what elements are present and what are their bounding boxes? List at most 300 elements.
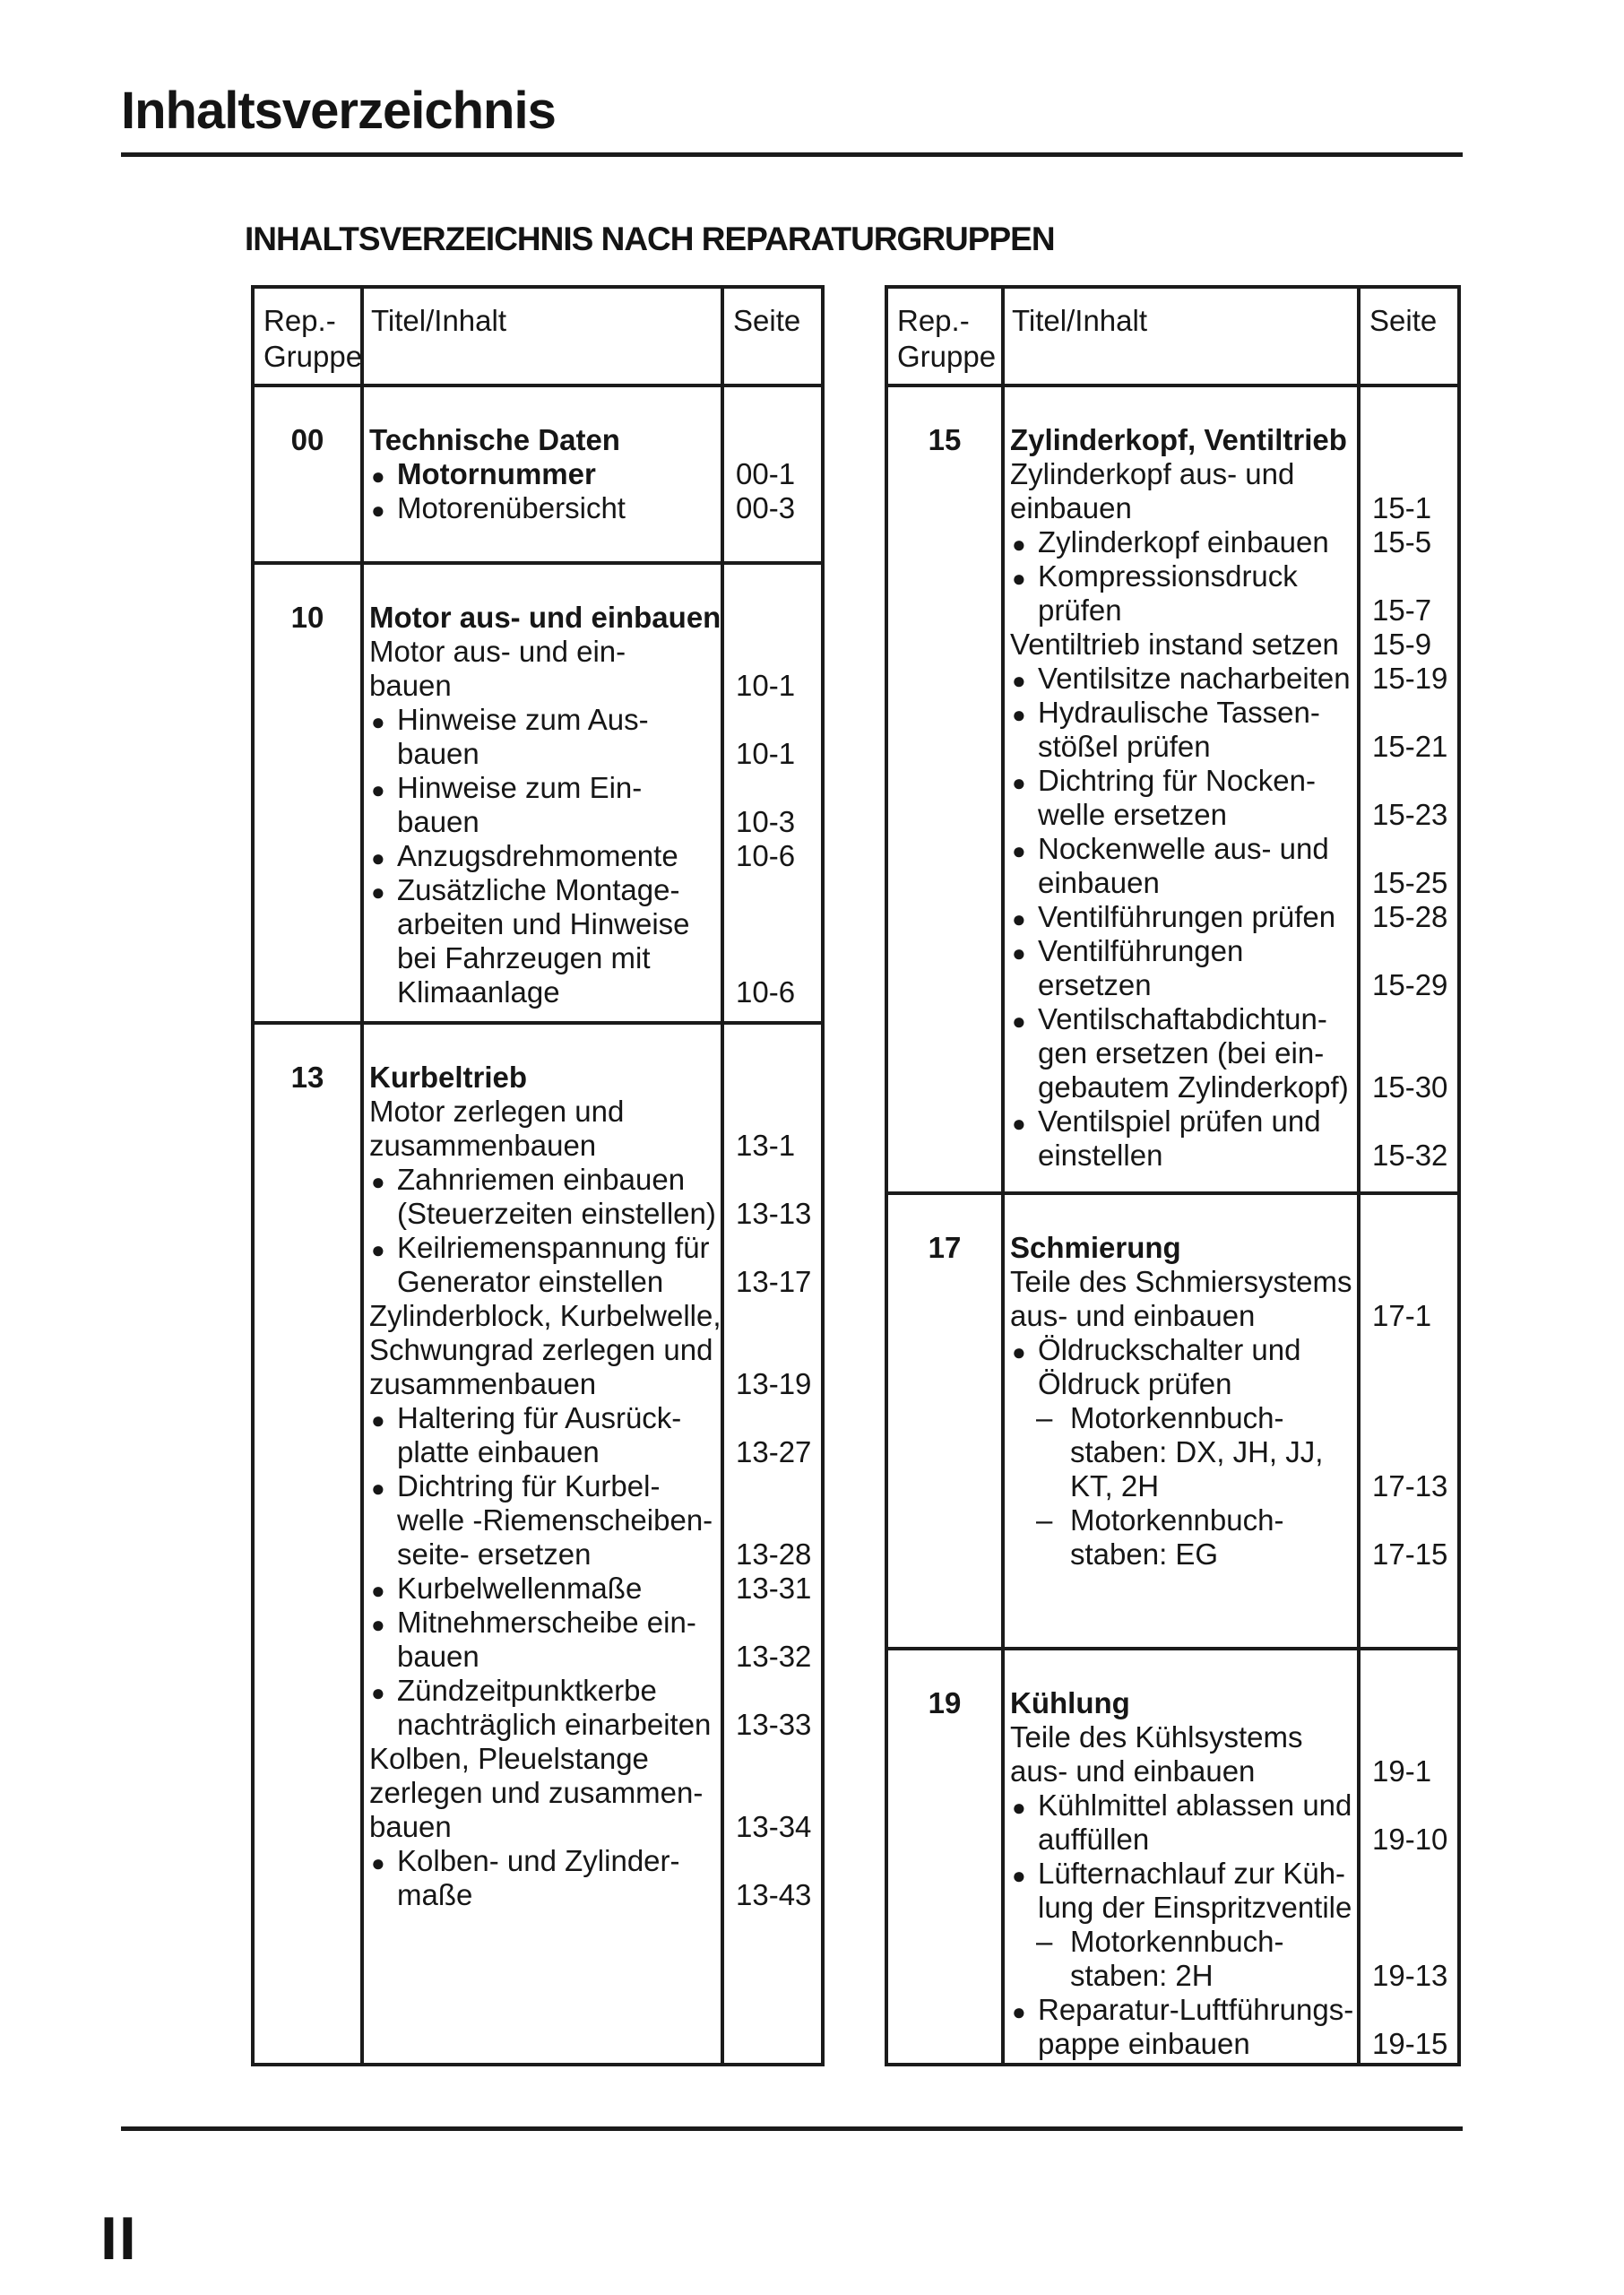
toc-line <box>364 1674 721 1708</box>
toc-line <box>1005 1231 1357 1265</box>
toc-line-text: KT, 2H <box>1070 1469 1160 1503</box>
toc-line <box>364 457 721 491</box>
toc-table-right <box>885 285 1461 2066</box>
rep-gruppe-cell <box>255 387 364 561</box>
toc-line <box>364 873 721 907</box>
toc-line-text: Motorkennbuch- <box>1070 1925 1284 1958</box>
page-ref-empty <box>724 1674 821 1708</box>
bullet-icon: ● <box>371 1679 385 1706</box>
toc-line-text: Zusätzliche Montage- <box>397 873 680 906</box>
toc-line-text: Keilriemenspannung für <box>397 1231 710 1264</box>
page-ref-empty <box>1361 1265 1457 1299</box>
toc-section-19 <box>888 1647 1457 2063</box>
page-ref: 13-31 <box>736 1572 812 1605</box>
toc-line <box>364 1606 721 1640</box>
toc-line <box>364 1401 721 1435</box>
toc-line-text: Ventilführungen prüfen <box>1038 900 1336 933</box>
toc-line-text: staben: 2H <box>1070 1959 1214 1992</box>
toc-section-17 <box>888 1191 1457 1647</box>
bullet-icon: ● <box>1012 1998 1026 2025</box>
table-header-row <box>888 289 1457 387</box>
page-ref-empty <box>724 1061 821 1095</box>
toc-line-text: Dichtring für Nocken- <box>1038 764 1316 797</box>
toc-line <box>1005 1002 1357 1036</box>
titel-inhalt-cell <box>1005 1650 1357 2063</box>
page-ref-empty <box>724 1503 821 1537</box>
page-ref: 19-13 <box>1372 1959 1448 1992</box>
toc-line-text: (Steuerzeiten einstellen) <box>397 1197 716 1230</box>
toc-line <box>364 601 721 635</box>
toc-line-text: Hinweise zum Aus- <box>397 703 649 736</box>
toc-section-00 <box>255 387 821 561</box>
page-ref-empty <box>1361 1686 1457 1720</box>
rep-gruppe-number: 15 <box>928 423 962 456</box>
page-ref: 10-1 <box>736 669 796 702</box>
page-ref: 13-17 <box>736 1265 812 1298</box>
toc-line-text: Öldruck prüfen <box>1038 1367 1232 1400</box>
toc-line <box>1005 1036 1357 1070</box>
seite-cell <box>721 1025 821 2063</box>
toc-line-text: Lüfternachlauf zur Küh- <box>1038 1857 1346 1890</box>
toc-line <box>1005 1139 1357 1173</box>
page-ref-empty <box>724 1742 821 1776</box>
toc-line <box>1005 900 1357 934</box>
page-ref-empty <box>724 907 821 941</box>
toc-line-text: Ventilspiel prüfen und <box>1038 1104 1321 1138</box>
toc-line <box>364 1469 721 1503</box>
bullet-icon: ● <box>371 1611 385 1638</box>
rep-gruppe-number: 13 <box>290 1061 324 1094</box>
toc-line <box>364 423 721 457</box>
page-ref: 10-3 <box>736 805 796 838</box>
page-ref-empty <box>1361 1002 1457 1036</box>
page-ref: 17-1 <box>1372 1299 1432 1332</box>
toc-line <box>364 737 721 771</box>
toc-line <box>364 1367 721 1401</box>
page-ref: 17-15 <box>1372 1537 1448 1571</box>
toc-table-left <box>251 285 825 2066</box>
toc-line-text: seite- ersetzen <box>397 1537 592 1571</box>
table-header-row <box>255 289 821 387</box>
toc-line-text: Generator einstellen <box>397 1265 664 1298</box>
toc-line-text: Ventilschaftabdichtun- <box>1038 1002 1327 1035</box>
toc-line-text: Zylinderblock, Kurbelwelle, <box>369 1299 721 1332</box>
page-ref-empty <box>724 1095 821 1129</box>
toc-line-text: pappe einbauen <box>1038 2027 1250 2060</box>
toc-line-text: gen ersetzen (bei ein- <box>1038 1036 1325 1070</box>
toc-line <box>1005 798 1357 832</box>
page-ref-empty <box>724 1606 821 1640</box>
header-seite: Seite <box>721 289 821 384</box>
page-ref-empty <box>724 1299 821 1333</box>
toc-line-text: Zylinderkopf, Ventiltrieb <box>1010 423 1347 456</box>
seite-cell <box>1357 387 1457 1191</box>
rep-gruppe-cell <box>888 387 1005 1191</box>
bullet-icon: ● <box>1012 1110 1026 1137</box>
bullet-icon: ● <box>371 776 385 803</box>
page-ref-empty <box>1361 559 1457 593</box>
toc-line <box>364 1708 721 1742</box>
seite-cell <box>721 565 821 1021</box>
toc-line <box>1005 968 1357 1002</box>
page-subtitle: INHALTSVERZEICHNIS NACH REPARATURGRUPPEN <box>245 221 1055 257</box>
toc-line <box>1005 764 1357 798</box>
page-ref: 15-32 <box>1372 1139 1448 1172</box>
toc-line-text: Schmierung <box>1010 1231 1181 1264</box>
toc-line <box>364 1742 721 1776</box>
toc-line-text: Ventilsitze nacharbeiten <box>1038 662 1351 695</box>
toc-line <box>364 1878 721 1912</box>
toc-line-text: Ventiltrieb instand setzen <box>1010 628 1339 661</box>
toc-line <box>364 703 721 737</box>
header-rep-gruppe: Rep.- Gruppe <box>888 289 1005 384</box>
page-ref-empty <box>724 1844 821 1878</box>
rep-gruppe-cell <box>255 565 364 1021</box>
toc-line <box>1005 1857 1357 1891</box>
page-ref: 19-10 <box>1372 1823 1448 1856</box>
bullet-icon: ● <box>1012 837 1026 864</box>
header-titel-inhalt: Titel/Inhalt <box>1012 304 1148 337</box>
page-ref: 13-32 <box>736 1640 812 1673</box>
page-ref: 15-7 <box>1372 593 1432 627</box>
toc-line-text: Teile des Kühlsystems <box>1010 1720 1303 1754</box>
toc-line <box>364 1640 721 1674</box>
toc-line <box>1005 832 1357 866</box>
page-ref-empty <box>724 703 821 737</box>
dash-icon: – <box>1036 1503 1053 1537</box>
toc-line-text: Kühlung <box>1010 1686 1130 1719</box>
toc-line <box>1005 1503 1357 1537</box>
page-ref-empty <box>724 1401 821 1435</box>
toc-line-text: Öldruckschalter und <box>1038 1333 1301 1366</box>
page-ref: 15-29 <box>1372 968 1448 1001</box>
toc-line-text: Motorkennbuch- <box>1070 1401 1284 1434</box>
bullet-icon: ● <box>1012 940 1026 966</box>
page-ref: 15-23 <box>1372 798 1448 831</box>
page-ref: 13-27 <box>736 1435 812 1468</box>
toc-line <box>1005 1891 1357 1925</box>
page-ref-empty <box>724 1776 821 1810</box>
toc-line-text: Motorenübersicht <box>397 491 626 524</box>
toc-line <box>1005 525 1357 559</box>
toc-line <box>1005 491 1357 525</box>
toc-line-text: einbauen <box>1010 491 1132 524</box>
bullet-icon: ● <box>1012 565 1026 592</box>
toc-line-text: Nockenwelle aus- und <box>1038 832 1329 865</box>
toc-section-10 <box>255 561 821 1021</box>
toc-line-text: Anzugsdrehmomente <box>397 839 678 872</box>
toc-line <box>364 1163 721 1197</box>
toc-line-text: prüfen <box>1038 593 1122 627</box>
toc-line-text: Dichtring für Kurbel- <box>397 1469 661 1503</box>
toc-line-text: Motorkennbuch- <box>1070 1503 1284 1537</box>
toc-line-text: Zahnriemen einbauen <box>397 1163 686 1196</box>
rep-gruppe-cell <box>255 1025 364 2063</box>
rep-gruppe-number: 10 <box>290 601 324 634</box>
toc-line <box>364 1844 721 1878</box>
page-ref-empty <box>1361 764 1457 798</box>
toc-line <box>1005 1265 1357 1299</box>
bullet-icon: ● <box>1012 905 1026 932</box>
toc-line-text: zerlegen und zusammen- <box>369 1776 704 1809</box>
page-ref-empty <box>724 873 821 907</box>
toc-line <box>364 669 721 703</box>
page-ref-empty <box>724 635 821 669</box>
toc-line <box>364 1095 721 1129</box>
toc-line <box>1005 866 1357 900</box>
toc-line <box>1005 1401 1357 1435</box>
page-title: Inhaltsverzeichnis <box>121 82 556 140</box>
toc-line <box>364 491 721 525</box>
page-ref-empty <box>1361 1925 1457 1959</box>
page-ref: 15-21 <box>1372 730 1448 763</box>
toc-line <box>1005 1469 1357 1503</box>
toc-line <box>1005 1104 1357 1139</box>
toc-line-text: einbauen <box>1038 866 1160 899</box>
toc-line-text: Kompressionsdruck <box>1038 559 1298 593</box>
page-number: II <box>100 2204 138 2273</box>
page-ref-empty <box>724 941 821 975</box>
page-ref-empty <box>1361 1036 1457 1070</box>
toc-line <box>364 635 721 669</box>
rep-gruppe-number: 19 <box>928 1686 962 1719</box>
toc-line-text: welle ersetzen <box>1038 798 1227 831</box>
toc-line <box>1005 1537 1357 1572</box>
page-ref: 13-13 <box>736 1197 812 1230</box>
bullet-icon: ● <box>1012 1008 1026 1035</box>
bottom-rule <box>121 2126 1463 2131</box>
toc-line-text: bauen <box>397 805 479 838</box>
toc-line-text: welle -Riemenscheiben- <box>397 1503 713 1537</box>
titel-inhalt-cell <box>1005 1195 1357 1647</box>
toc-line-text: Technische Daten <box>369 423 620 456</box>
toc-section-13 <box>255 1021 821 2063</box>
toc-line-text: Hinweise zum Ein- <box>397 771 643 804</box>
page-ref-empty <box>1361 423 1457 457</box>
toc-line-text: staben: DX, JH, JJ, <box>1070 1435 1324 1468</box>
header-rep-gruppe: Rep.- Gruppe <box>255 289 364 384</box>
bullet-icon: ● <box>371 463 385 489</box>
seite-cell <box>1357 1195 1457 1647</box>
toc-line <box>1005 1788 1357 1823</box>
page-ref: 00-1 <box>736 457 796 490</box>
toc-line <box>1005 628 1357 662</box>
titel-inhalt-cell <box>364 387 721 561</box>
bullet-icon: ● <box>1012 701 1026 728</box>
toc-line-text: Haltering für Ausrück- <box>397 1401 682 1434</box>
page-ref-empty <box>1361 1231 1457 1265</box>
toc-line-text: auffüllen <box>1038 1823 1150 1856</box>
page-ref-empty <box>724 1231 821 1265</box>
page-ref-empty <box>724 771 821 805</box>
bullet-icon: ● <box>1012 1338 1026 1365</box>
toc-line <box>1005 1754 1357 1788</box>
bullet-icon: ● <box>1012 531 1026 558</box>
toc-line-text: Mitnehmerscheibe ein- <box>397 1606 696 1639</box>
toc-line <box>364 941 721 975</box>
toc-line <box>1005 593 1357 628</box>
toc-line <box>1005 1070 1357 1104</box>
page-ref-empty <box>1361 1788 1457 1823</box>
page-ref-empty <box>1361 1333 1457 1367</box>
bullet-icon: ● <box>1012 769 1026 796</box>
page-ref: 13-19 <box>736 1367 812 1400</box>
header-seite: Seite <box>1357 289 1457 384</box>
page-ref: 15-1 <box>1372 491 1432 524</box>
toc-line-text: Kolben, Pleuelstange <box>369 1742 649 1775</box>
toc-line <box>1005 934 1357 968</box>
page-ref-empty <box>1361 696 1457 730</box>
page-ref-empty <box>1361 1503 1457 1537</box>
toc-line-text: zusammenbauen <box>369 1129 597 1162</box>
page-ref: 13-1 <box>736 1129 796 1162</box>
page-ref-empty <box>1361 1401 1457 1435</box>
toc-line-text: nachträglich einarbeiten <box>397 1708 712 1741</box>
toc-line-text: Kurbeltrieb <box>369 1061 528 1094</box>
bullet-icon: ● <box>371 1407 385 1433</box>
toc-line <box>364 1265 721 1299</box>
toc-line <box>364 1197 721 1231</box>
toc-line-text: aus- und einbauen <box>1010 1754 1256 1788</box>
rep-gruppe-number: 00 <box>290 423 324 456</box>
toc-line <box>364 975 721 1009</box>
seite-cell <box>1357 1650 1457 2063</box>
toc-line-text: stößel prüfen <box>1038 730 1211 763</box>
page-ref: 15-9 <box>1372 628 1432 661</box>
seite-cell <box>721 387 821 561</box>
toc-line <box>1005 2027 1357 2061</box>
page-ref: 15-25 <box>1372 866 1448 899</box>
toc-line <box>364 1231 721 1265</box>
toc-line-text: Schwungrad zerlegen und <box>369 1333 713 1366</box>
toc-line <box>1005 730 1357 764</box>
page-ref-empty <box>1361 1993 1457 2027</box>
page-ref-empty <box>1361 1104 1457 1139</box>
toc-line-text: Ventilführungen <box>1038 934 1244 967</box>
toc-line <box>1005 457 1357 491</box>
toc-line <box>1005 423 1357 457</box>
page-ref-empty <box>1361 832 1457 866</box>
toc-line <box>1005 1959 1357 1993</box>
toc-line <box>1005 1720 1357 1754</box>
toc-line <box>364 1435 721 1469</box>
toc-line <box>364 1537 721 1572</box>
toc-line-text: Kühlmittel ablassen und <box>1038 1788 1352 1822</box>
dash-icon: – <box>1036 1925 1053 1958</box>
page-ref: 00-3 <box>736 491 796 524</box>
page-ref-empty <box>724 1163 821 1197</box>
rep-gruppe-cell <box>888 1650 1005 2063</box>
bullet-icon: ● <box>1012 1862 1026 1889</box>
page-ref: 15-30 <box>1372 1070 1448 1104</box>
toc-line-text: bauen <box>397 737 479 770</box>
toc-line <box>1005 559 1357 593</box>
toc-line-text: bei Fahrzeugen mit <box>397 941 651 974</box>
toc-line <box>1005 1435 1357 1469</box>
toc-line <box>1005 1925 1357 1959</box>
page-ref: 15-19 <box>1372 662 1448 695</box>
toc-line-text: Kurbelwellenmaße <box>397 1572 643 1605</box>
toc-line <box>364 1810 721 1844</box>
page-ref: 19-1 <box>1372 1754 1432 1788</box>
toc-line-text: bauen <box>369 669 452 702</box>
page-ref: 10-6 <box>736 975 796 1009</box>
toc-line <box>364 1333 721 1367</box>
toc-line <box>1005 1686 1357 1720</box>
toc-line <box>364 1129 721 1163</box>
toc-line-text: lung der Einspritzventile <box>1038 1891 1352 1924</box>
toc-line <box>1005 1299 1357 1333</box>
page-ref-empty <box>1361 1857 1457 1891</box>
bullet-icon: ● <box>371 1475 385 1502</box>
page-ref: 17-13 <box>1372 1469 1448 1503</box>
rep-gruppe-number: 17 <box>928 1231 962 1264</box>
bullet-icon: ● <box>371 844 385 871</box>
page-ref-empty <box>1361 1435 1457 1469</box>
toc-line-text: zusammenbauen <box>369 1367 597 1400</box>
toc-line-text: maße <box>397 1878 473 1911</box>
page-ref-empty <box>724 1333 821 1367</box>
toc-line <box>364 805 721 839</box>
bullet-icon: ● <box>1012 1794 1026 1821</box>
page-ref-empty <box>1361 1367 1457 1401</box>
titel-inhalt-cell <box>364 565 721 1021</box>
toc-line-text: Zylinderkopf einbauen <box>1038 525 1329 559</box>
page-ref: 10-6 <box>736 839 796 872</box>
bullet-icon: ● <box>371 1168 385 1195</box>
toc-line <box>1005 1367 1357 1401</box>
bullet-icon: ● <box>371 1849 385 1876</box>
toc-line-text: bauen <box>369 1810 452 1843</box>
titel-inhalt-cell <box>364 1025 721 2063</box>
toc-line-text: platte einbauen <box>397 1435 600 1468</box>
page-ref-empty <box>1361 457 1457 491</box>
titel-inhalt-cell <box>1005 387 1357 1191</box>
bullet-icon: ● <box>371 1236 385 1263</box>
toc-line <box>364 839 721 873</box>
toc-line <box>1005 1993 1357 2027</box>
toc-section-15 <box>888 387 1457 1191</box>
toc-line <box>364 1299 721 1333</box>
toc-line <box>1005 696 1357 730</box>
bullet-icon: ● <box>371 1577 385 1604</box>
page-ref: 13-33 <box>736 1708 812 1741</box>
bullet-icon: ● <box>1012 667 1026 694</box>
toc-line-text: ersetzen <box>1038 968 1152 1001</box>
toc-line-text: Klimaanlage <box>397 975 560 1009</box>
page-ref-empty <box>1361 1891 1457 1925</box>
toc-line-text: Motor zerlegen und <box>369 1095 625 1128</box>
page-ref: 15-28 <box>1372 900 1448 933</box>
top-rule <box>121 152 1463 157</box>
toc-line-text: Motor aus- und ein- <box>369 635 626 668</box>
toc-line-text: Zündzeitpunktkerbe <box>397 1674 657 1707</box>
page-ref: 15-5 <box>1372 525 1432 559</box>
toc-line-text: staben: EG <box>1070 1537 1219 1571</box>
page-ref-empty <box>724 1469 821 1503</box>
toc-line-text: einstellen <box>1038 1139 1163 1172</box>
page-ref: 13-34 <box>736 1810 812 1843</box>
page-ref-empty <box>724 423 821 457</box>
page-ref: 13-43 <box>736 1878 812 1911</box>
toc-line <box>1005 1823 1357 1857</box>
page-ref: 10-1 <box>736 737 796 770</box>
toc-line-text: Hydraulische Tassen- <box>1038 696 1320 729</box>
bullet-icon: ● <box>371 497 385 524</box>
toc-line-text: arbeiten und Hinweise <box>397 907 690 940</box>
toc-line-text: Kolben- und Zylinder- <box>397 1844 680 1877</box>
toc-line-text: Motor aus- und einbauen <box>369 601 721 634</box>
